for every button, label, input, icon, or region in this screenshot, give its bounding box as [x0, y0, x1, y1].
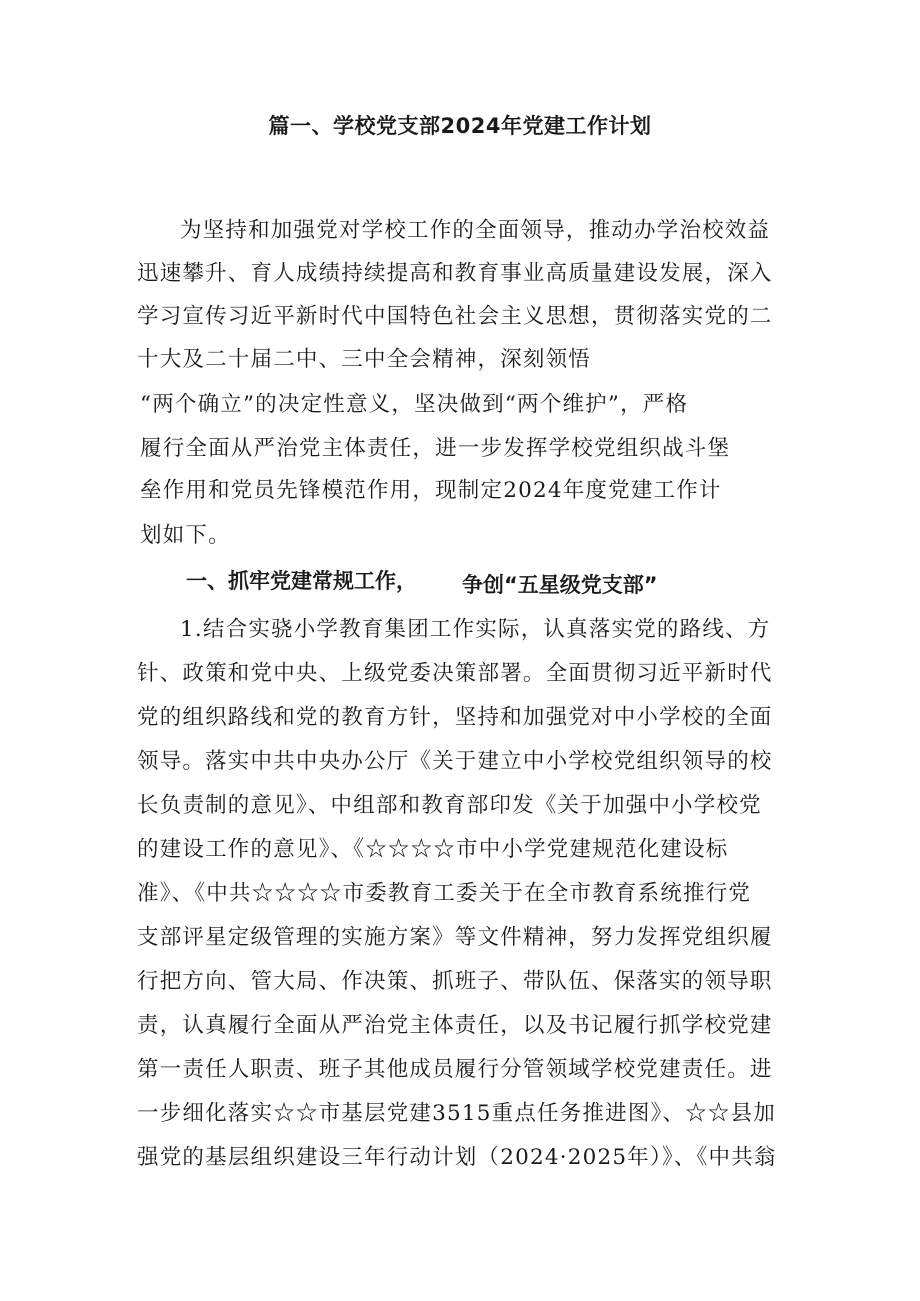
intro-line: 迅速攀升、育人成绩持续提高和教育事业高质量建设发展，深入: [137, 261, 773, 286]
body-line: 1.结合实骁小学教育集团工作实际，认真落实党的路线、方: [180, 617, 771, 642]
intro-line: 为坚持和加强党对学校工作的全面领导，推动办学治校效益: [180, 218, 771, 243]
body-line: 强党的基层组织建设三年行动计划（2024·2025年）》、《中共翁: [137, 1145, 777, 1170]
body-line: 一步细化落实☆☆市基层党建3515重点任务推进图》、☆☆县加: [137, 1101, 776, 1126]
document-title: 篇一、学校党支部2024年党建工作计划: [268, 114, 652, 138]
body-line: 第一责任人职责、班子其他成员履行分管领域学校党建责任。进: [137, 1057, 773, 1082]
body-line: 的建设工作的意见》、《☆☆☆☆市中小学党建规范化建设标: [137, 837, 729, 862]
intro-line: “两个确立”的决定性意义，坚决做到“两个维护”，严格: [140, 392, 689, 417]
intro-line: 学习宣传习近平新时代中国特色社会主义思想，贯彻落实党的二: [137, 304, 773, 329]
body-line: 党的组织路线和党的教育方针，坚持和加强党对中小学校的全面: [137, 705, 773, 730]
body-line: 针、政策和党中央、上级党委决策部署。全面贯彻习近平新时代: [137, 661, 773, 686]
section-heading-part2: 争创“五星级党支部”: [462, 573, 658, 597]
body-line: 准》、《中共☆☆☆☆市委教育工委关于在全市教育系统推行党: [137, 881, 752, 906]
intro-line: 垒作用和党员先锋模范作用，现制定2024年度党建工作计: [140, 478, 722, 503]
body-line: 领导。落实中共中央办公厅《关于建立中小学校党组织领导的校: [137, 749, 773, 774]
intro-line: 划如下。: [140, 523, 231, 548]
section-heading-part1: 一、抓牢党建常规工作，: [186, 569, 417, 593]
body-line: 长负责制的意见》、中组部和教育部印发《关于加强中小学校党: [137, 793, 762, 818]
intro-line: 履行全面从严治党主体责任，进一步发挥学校党组织战斗堡: [140, 436, 731, 461]
body-line: 责，认真履行全面从严治党主体责任，以及书记履行抓学校党建: [137, 1013, 773, 1038]
intro-line: 十大及二十届二中、三中全会精神，深刻领悟: [137, 347, 592, 372]
body-line: 支部评星定级管理的实施方案》等文件精神，努力发挥党组织履: [137, 925, 773, 950]
body-line: 行把方向、管大局、作决策、抓班子、带队伍、保落实的领导职: [137, 969, 773, 994]
